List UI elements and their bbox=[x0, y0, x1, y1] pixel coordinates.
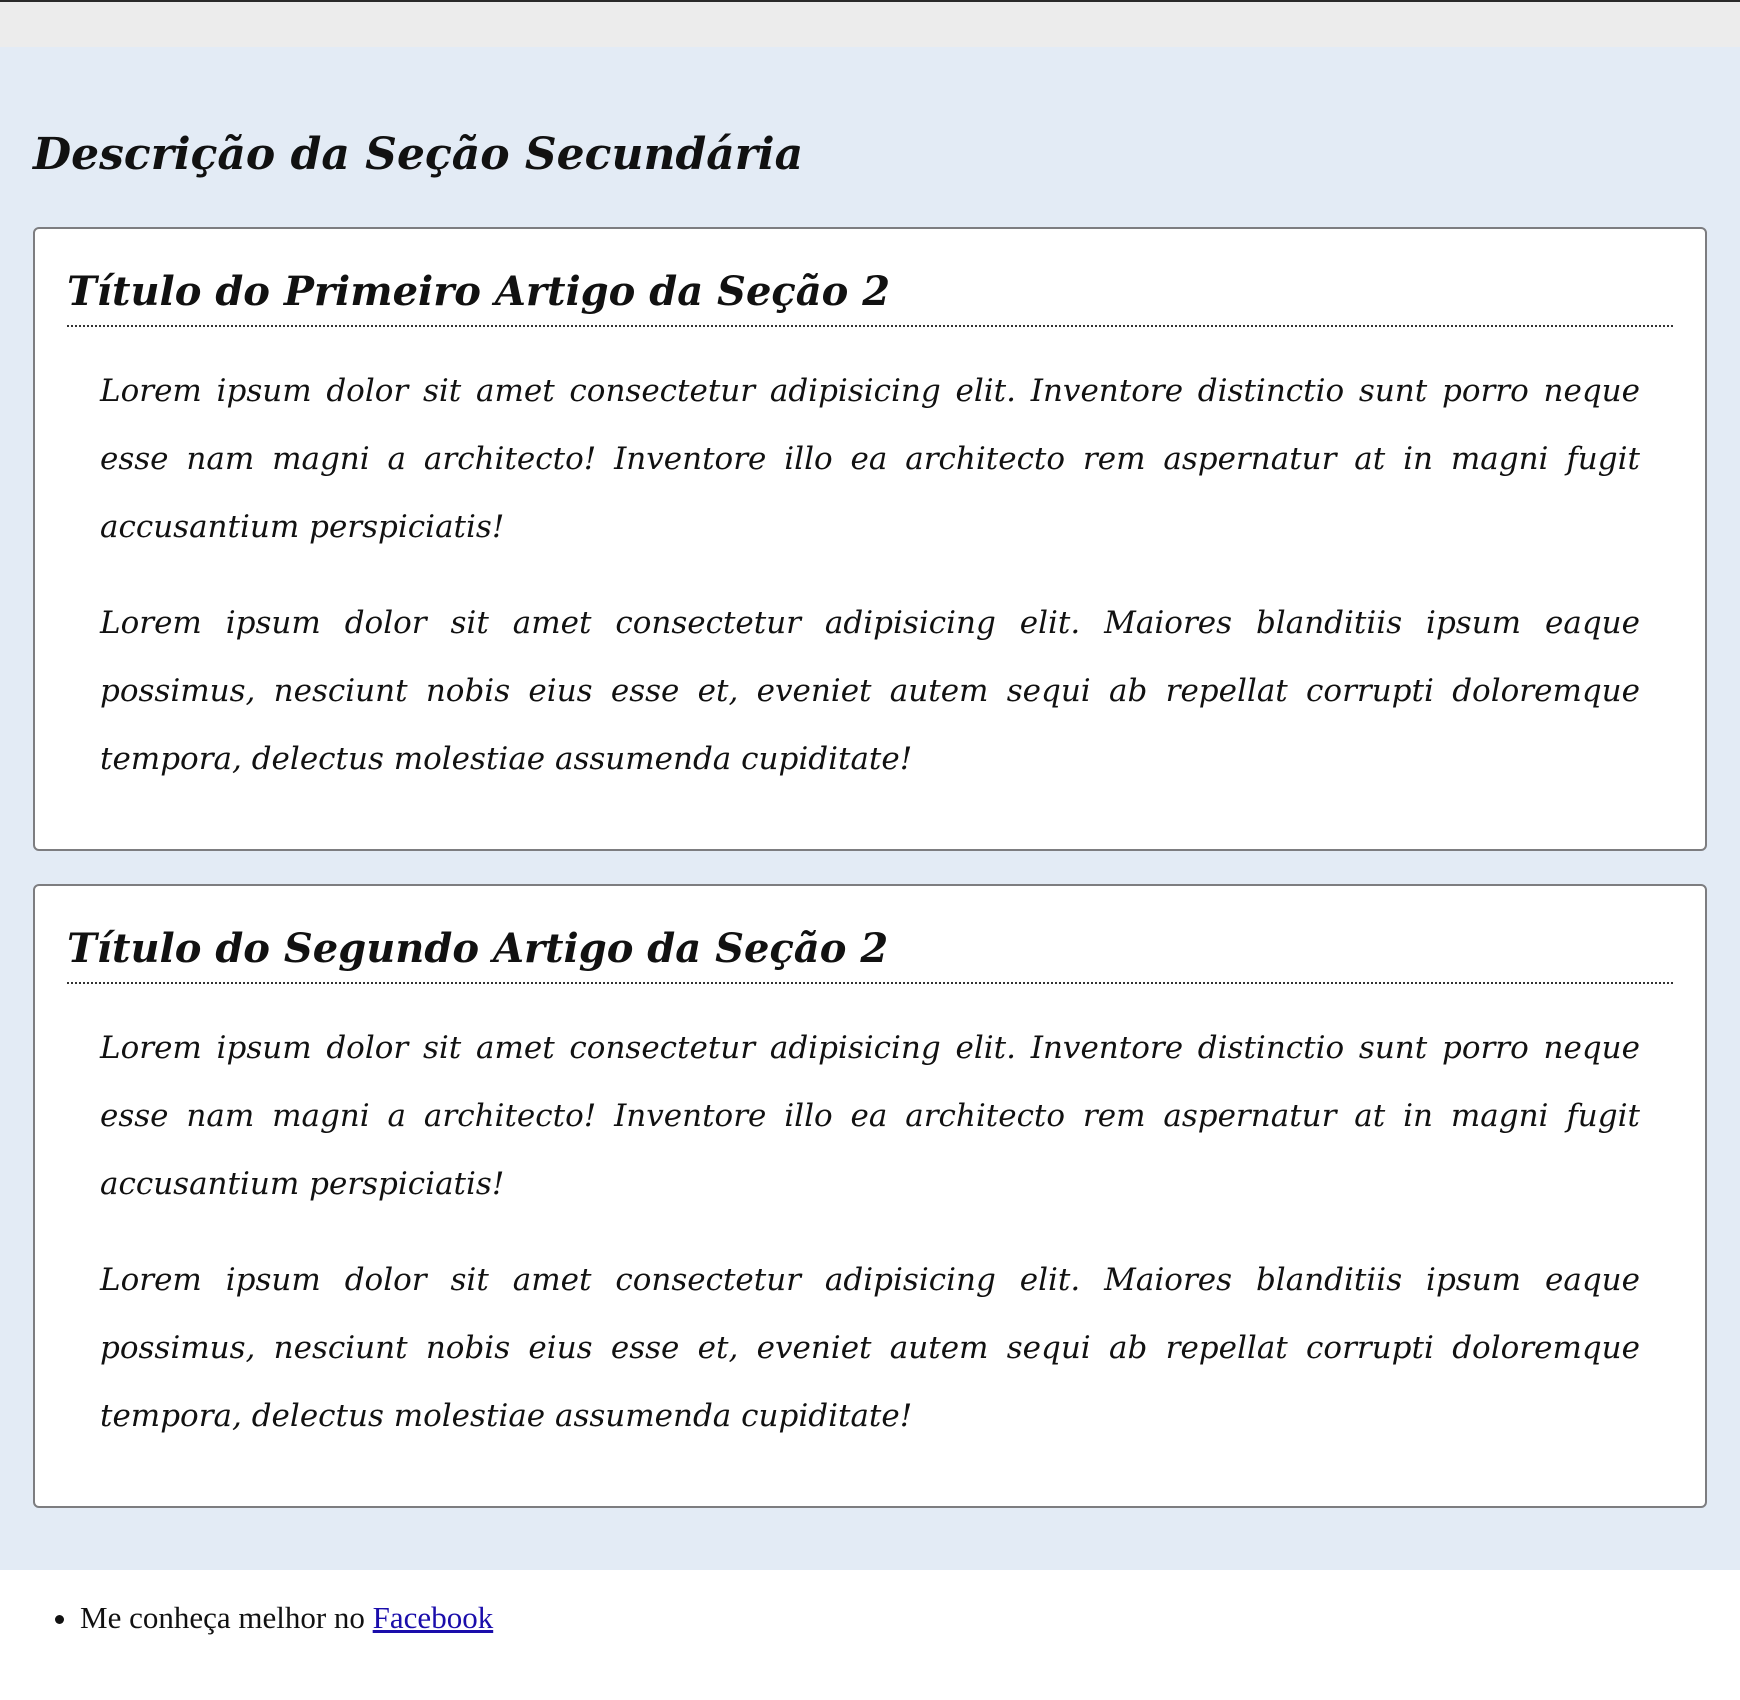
section-title: Descrição da Seção Secundária bbox=[33, 129, 804, 180]
article-title: Título do Primeiro Artigo da Seção 2 bbox=[67, 265, 1673, 327]
footer-links bbox=[0, 1598, 1740, 1638]
article-paragraph: Lorem ipsum dolor sit amet consectetur adipisicing elit. Inventore distinctio sunt porro neque esse nam magni a architecto! Inventore illo ea architecto rem aspernatur at in magni fugit accusantium perspiciatis! bbox=[100, 372, 1640, 545]
footer-text: Me conheça melhor no bbox=[80, 1599, 373, 1635]
footer-list-item bbox=[80, 1598, 1740, 1638]
secondary-section bbox=[0, 47, 1740, 1570]
article-card bbox=[33, 227, 1707, 851]
article-paragraph: Lorem ipsum dolor sit amet consectetur adipisicing elit. Inventore distinctio sunt porro neque esse nam magni a architecto! Inventore illo ea architecto rem aspernatur at in magni fugit accusantium perspiciatis! bbox=[100, 1029, 1640, 1202]
article-card bbox=[33, 884, 1707, 1508]
article-title: Título do Segundo Artigo da Seção 2 bbox=[67, 922, 1673, 984]
article-paragraph: Lorem ipsum dolor sit amet consectetur adipisicing elit. Maiores blanditiis ipsum eaque possimus, nesciunt nobis eius esse et, eveniet autem sequi ab repellat corrupti doloremque tempora, delectus molestiae assumenda cupiditate! bbox=[100, 1261, 1640, 1434]
facebook-link[interactable]: Facebook bbox=[372, 1599, 494, 1635]
article-paragraph: Lorem ipsum dolor sit amet consectetur adipisicing elit. Maiores blanditiis ipsum eaque possimus, nesciunt nobis eius esse et, eveniet autem sequi ab repellat corrupti doloremque tempora, delectus molestiae assumenda cupiditate! bbox=[100, 604, 1640, 777]
browser-top-strip bbox=[0, 0, 1740, 47]
